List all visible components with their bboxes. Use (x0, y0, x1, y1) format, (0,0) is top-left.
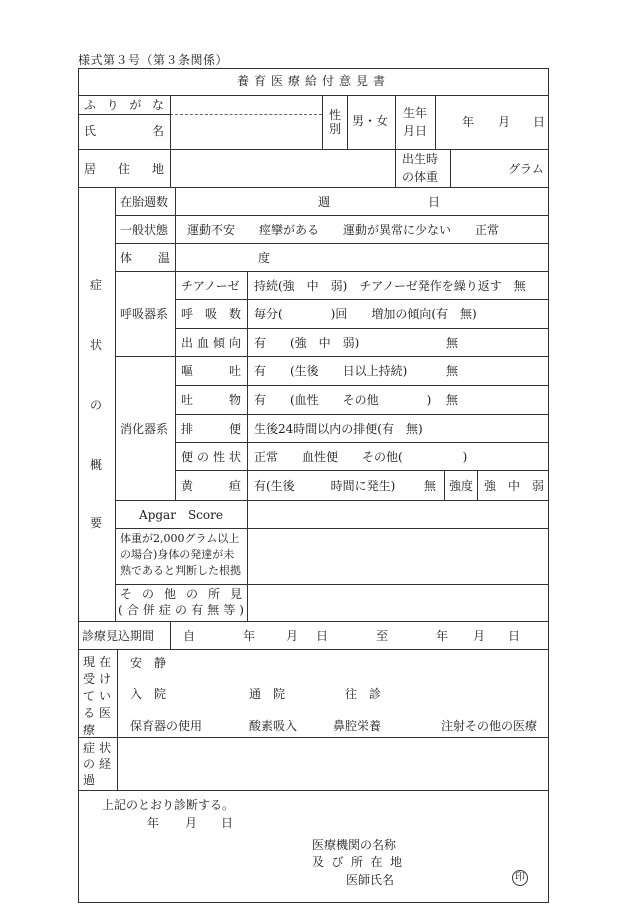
rule (175, 187, 176, 500)
rule (115, 356, 549, 357)
birth-weight-label: の体重 (402, 170, 439, 184)
rule (78, 149, 549, 150)
treatment-rest[interactable]: 安 静 (130, 656, 167, 670)
severity-options[interactable]: 強 中 弱 (484, 479, 545, 493)
rule (115, 271, 549, 272)
period-from-month: 月 (286, 629, 299, 643)
complication-label: (合併症の有無等) (118, 603, 244, 617)
stool-label: 排便 (181, 422, 241, 436)
rule (117, 649, 118, 790)
respiration-rate-value[interactable]: 毎分( )回 増加の傾向(有 無) (254, 307, 477, 321)
rule (322, 95, 323, 149)
rule (175, 470, 549, 471)
jaundice-none[interactable]: 無 (424, 479, 437, 493)
sex-label: 性別 (328, 108, 341, 136)
rule (395, 95, 396, 149)
birth-month-unit: 月 (498, 115, 511, 129)
diagnosis-day-unit: 日 (221, 816, 234, 830)
general-condition-label: 一般状態 (120, 223, 169, 237)
treatment-injection-other[interactable]: 注射その他の医療 (441, 719, 538, 733)
stool-character-label: 便の性状 (181, 450, 241, 464)
rule (175, 442, 549, 443)
rule (247, 500, 248, 621)
current-treatment-label: 医 (99, 706, 112, 720)
vomitus-options[interactable]: 有 (血性 その他 ) (254, 393, 432, 407)
rule (395, 149, 396, 187)
symptom-course-label: 過 (83, 773, 96, 787)
rule (247, 271, 248, 500)
birth-weight-label: 出生時 (402, 152, 439, 166)
vomiting-options[interactable]: 有 (生後 日以上持続) (254, 364, 408, 378)
treatment-inpatient[interactable]: 入 院 (130, 687, 167, 701)
period-to-day: 日 (508, 629, 521, 643)
rule (170, 621, 171, 649)
cyanosis-label: チアノーゼ (181, 279, 240, 293)
vomiting-label: 嘔吐 (181, 364, 241, 378)
symptom-section-label: 状 (90, 338, 103, 352)
jaundice-label: 黄疸 (181, 479, 241, 493)
diagnosis-month-unit: 月 (185, 816, 198, 830)
name-label: 氏名 (84, 124, 164, 138)
bleeding-options[interactable]: 有 (強 中 弱) (254, 336, 360, 350)
development-basis-label: 体重が2,000グラム以上の場合)身体の発達が未熟であると判断した根拠 (120, 532, 241, 577)
period-to: 至 (376, 629, 389, 643)
vomiting-none[interactable]: 無 (446, 364, 459, 378)
symptom-course-label: 経 (99, 757, 112, 771)
rule (78, 790, 549, 791)
stool-character-options[interactable]: 正常 血性便 その他( ) (254, 450, 468, 464)
rule (78, 649, 549, 650)
gestation-label: 在胎週数 (120, 195, 169, 209)
general-condition-options[interactable]: 運動不安 痙攣がある 運動が異常に少ない 正常 (187, 223, 500, 237)
rule (175, 385, 549, 386)
symptom-section-label: 概 (90, 458, 103, 472)
birth-day-unit: 日 (533, 115, 546, 129)
seal-mark: 印 (512, 870, 528, 886)
rule (78, 621, 549, 622)
vomitus-none[interactable]: 無 (446, 393, 459, 407)
jaundice-options[interactable]: 有(生後 時間に発生) (254, 479, 396, 493)
rule (115, 528, 549, 529)
rule (347, 95, 348, 149)
treatment-nasal-feeding[interactable]: 鼻腔栄養 (333, 719, 382, 733)
treatment-period-label: 診療見込期間 (82, 629, 155, 643)
period-from-year: 年 (243, 629, 256, 643)
treatment-outpatient[interactable]: 通 院 (249, 687, 286, 701)
rule (175, 328, 549, 329)
institution-name-label: 医療機関の名称 (312, 838, 397, 852)
rule (175, 299, 549, 300)
rule (78, 114, 170, 115)
rule (435, 95, 436, 149)
rule (115, 584, 549, 585)
form-number: 様式第３号（第３条関係） (78, 53, 229, 67)
rule (78, 737, 549, 738)
rule (175, 414, 549, 415)
diagnosis-year-unit: 年 (147, 816, 160, 830)
institution-address-label: 及び所在地 (312, 855, 402, 869)
form-title: 養育医療給付意見書 (236, 74, 390, 88)
current-treatment-label: て (83, 689, 96, 703)
symptom-section-label: 要 (90, 516, 103, 530)
gram-unit: グラム (508, 162, 544, 176)
respiratory-label: 呼吸器系 (120, 307, 169, 321)
temperature-unit: 度 (258, 251, 271, 265)
current-treatment-label: 受 (83, 672, 96, 686)
treatment-home-visit[interactable]: 往 診 (345, 687, 382, 701)
rule (115, 215, 549, 216)
period-from: 自 (183, 629, 196, 643)
rule (78, 95, 549, 96)
address-label: 居住地 (84, 162, 164, 176)
furigana-dash (170, 114, 322, 115)
current-treatment-label: 現 (83, 655, 96, 669)
current-treatment-label: る (83, 706, 96, 720)
rule (450, 149, 451, 187)
birthdate-label: 月日 (403, 124, 428, 138)
bleeding-none[interactable]: 無 (446, 336, 459, 350)
digestive-label: 消化器系 (120, 422, 169, 436)
symptom-section-label: の (90, 398, 103, 412)
bleeding-label: 出血傾向 (181, 336, 241, 350)
vomitus-label: 吐物 (181, 393, 241, 407)
symptom-course-label: 状 (99, 741, 112, 755)
gestation-day-unit: 日 (428, 195, 441, 209)
apgar-label: Apgar Score (139, 508, 223, 522)
current-treatment-label: い (99, 689, 112, 703)
diagnosis-statement: 上記のとおり診断する。 (102, 798, 235, 812)
current-treatment-label: 在 (99, 655, 112, 669)
rule (477, 470, 478, 500)
rule (78, 187, 549, 188)
symptom-section-label: 症 (90, 278, 103, 292)
other-findings-label: その他の所見 (120, 587, 242, 601)
birth-year-unit: 年 (462, 115, 475, 129)
sex-options[interactable]: 男・女 (352, 114, 389, 128)
respiration-rate-label: 呼吸数 (181, 307, 241, 321)
period-to-month: 月 (473, 629, 486, 643)
current-treatment-label: 療 (83, 723, 96, 737)
rule (115, 243, 549, 244)
severity-label: 強度 (449, 479, 474, 493)
treatment-oxygen[interactable]: 酸素吸入 (249, 719, 298, 733)
temperature-label: 体温 (120, 251, 170, 265)
doctor-name-label: 医師氏名 (346, 873, 395, 887)
rule (115, 187, 116, 621)
stool-options[interactable]: 生後24時間以内の排便(有 無) (254, 422, 423, 436)
period-from-day: 日 (316, 629, 329, 643)
rule (444, 470, 445, 500)
current-treatment-label: け (99, 672, 112, 686)
period-to-year: 年 (436, 629, 449, 643)
treatment-incubator[interactable]: 保育器の使用 (130, 719, 203, 733)
birthdate-label: 生年 (403, 106, 428, 120)
furigana-label: ふりがな (84, 98, 164, 112)
cyanosis-options[interactable]: 持続(強 中 弱) チアノーゼ発作を繰り返す 無 (254, 279, 526, 293)
rule (115, 500, 549, 501)
gestation-week-unit: 週 (318, 195, 331, 209)
rule (170, 95, 171, 187)
symptom-course-label: 症 (83, 741, 96, 755)
symptom-course-label: の (83, 757, 96, 771)
